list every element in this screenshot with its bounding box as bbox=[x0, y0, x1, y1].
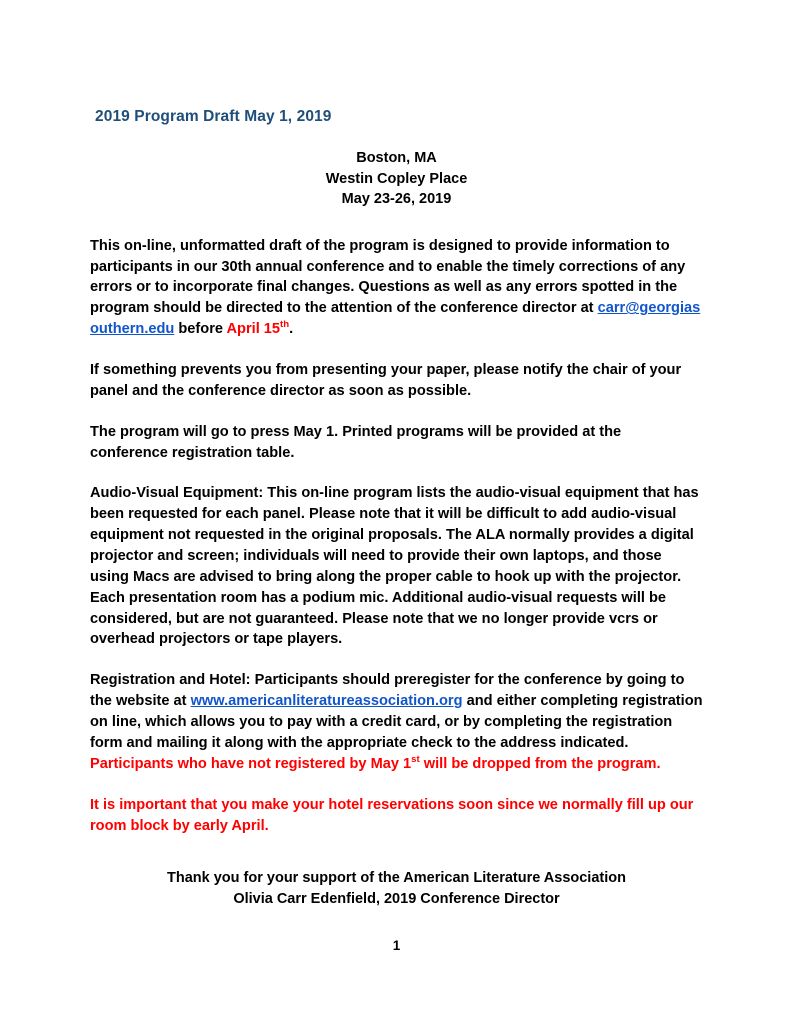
intro-text-a: This on-line, unformatted draft of the program is designed to provide information to participants in our 30th annual conference and to enable the timely corrections of any errors or to incorporate final changes. Questions as well as any errors spotted in the program should be directed to the attention of the conference director at bbox=[90, 237, 686, 317]
website-link[interactable]: www.americanliteratureassociation.org bbox=[190, 693, 463, 710]
registration-warning-ordinal: st bbox=[411, 753, 420, 765]
intro-text-b: before bbox=[174, 321, 227, 338]
paragraph-press: The program will go to press May 1. Printed programs will be provided at the conference registration table. bbox=[90, 423, 622, 461]
registration-warning bbox=[90, 753, 661, 772]
location-venue: Westin Copley Place bbox=[325, 170, 468, 187]
deadline-date-ordinal: th bbox=[280, 319, 290, 331]
paragraph-intro bbox=[90, 236, 703, 340]
registration-warning-a: Participants who have not registered by May 1 bbox=[90, 755, 412, 772]
conference-location-block bbox=[90, 148, 703, 210]
email-link[interactable]: carr@georgiasouthern.edu bbox=[90, 300, 701, 338]
page-number: 1 bbox=[392, 937, 401, 953]
closing-signature: Olivia Carr Edenfield, 2019 Conference Director bbox=[233, 890, 560, 907]
conference-dates: May 23-26, 2019 bbox=[341, 191, 452, 208]
paragraph-audio-visual: Audio-Visual Equipment: This on-line program lists the audio-visual equipment that has been requested for each panel. Please note that it will be difficult to add audio-visual equipment not requested in the original proposals. The ALA normally provides a digital projector and screen; individuals will need to provide their own laptops, and those using Macs are advised to bring along the proper cable to hook up with the projector. Each presentation room has a podium mic. Additional audio-visual requests will be considered, but are not guaranteed. Please note that we no longer provide vcrs or overhead projectors or tape players. bbox=[90, 485, 699, 648]
closing-thanks: Thank you for your support of the American Literature Association bbox=[167, 870, 626, 887]
deadline-date bbox=[227, 321, 290, 337]
registration-text-a: Registration and Hotel: Participants should preregister for the conference by going to the website at bbox=[90, 672, 685, 710]
paragraph-notify: If something prevents you from presenting your paper, please notify the chair of your panel and the conference director as soon as possible. bbox=[90, 362, 682, 399]
closing-block bbox=[90, 868, 703, 909]
paragraph-hotel-warning: It is important that you make your hotel reservations soon since we normally fill up our room block by early April. bbox=[90, 796, 694, 834]
registration-warning-b: will be dropped from the program. bbox=[419, 755, 661, 772]
deadline-date-text: April 15 bbox=[226, 321, 281, 338]
registration-text-b: and either completing registration on line, which allows you to pay with a credit card, or by completing the registration form and mailing it along with the appropriate check to the address indicated. bbox=[90, 693, 703, 751]
document-title: 2019 Program Draft May 1, 2019 bbox=[95, 108, 332, 125]
paragraph-registration-hotel bbox=[90, 670, 703, 774]
intro-text-c: . bbox=[289, 321, 294, 338]
location-city: Boston, MA bbox=[356, 150, 437, 166]
